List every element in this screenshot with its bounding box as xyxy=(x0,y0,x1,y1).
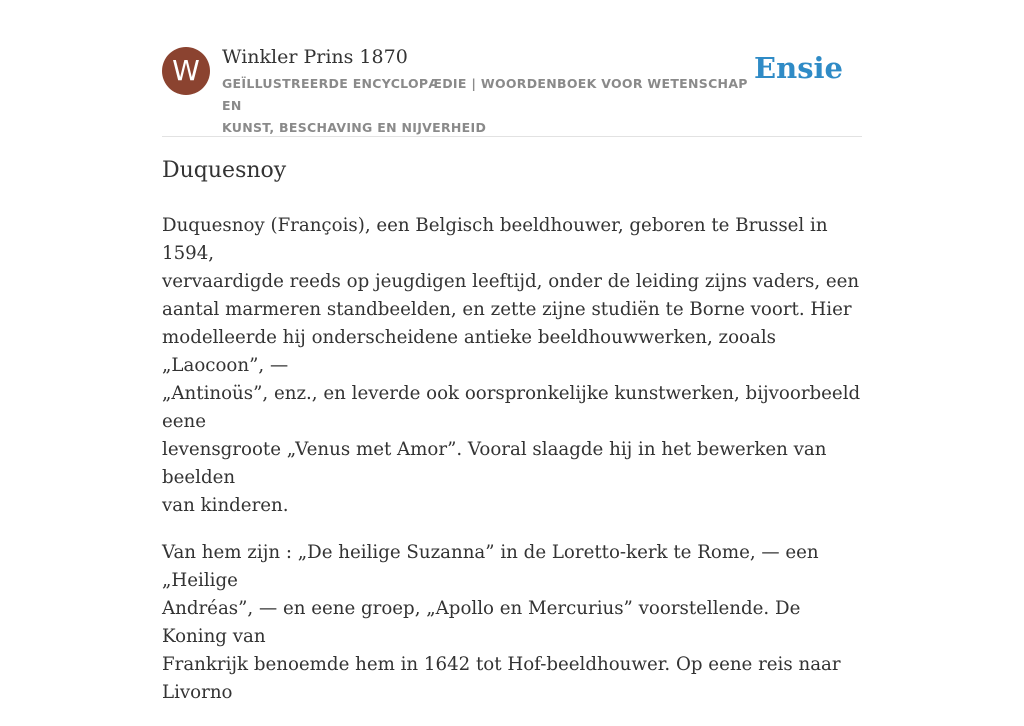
ensie-logo[interactable]: Ensie xyxy=(754,51,843,85)
source-header xyxy=(162,44,862,137)
source-avatar[interactable]: W xyxy=(162,47,210,95)
source-subtitle-line1: GEÏLLUSTREERDE ENCYCLOPÆDIE | WOORDENBOEK VOOR WETENSCHAP EN xyxy=(222,76,748,113)
article-title: Duquesnoy xyxy=(162,158,287,183)
source-subtitle-line2: KUNST, BESCHAVING EN NIJVERHEID xyxy=(222,120,487,135)
source-subtitle xyxy=(222,73,762,139)
article-body xyxy=(162,212,862,726)
article-paragraph-1: Duquesnoy (François), een Belgisch beeldhouwer, geboren te Brussel in 1594, vervaardigde reeds op jeugdigen leeftijd, onder de leiding zijns vaders, een aantal marmeren standbeelden, en zette zijne studiën te Borne voort. Hier modelleerde hij onderscheidene antieke beeldhouwwerken, zooals „Laocoon”, — „Antinoüs”, enz., en leverde ook oorspronkelijke kunstwerken, bijvoorbeeld eene levensgroote „Venus met Amor”. Vooral slaagde hij in het bewerken van beelden van kinderen. xyxy=(162,215,861,516)
article-paragraph-2: Van hem zijn : „De heilige Suzanna” in de Loretto-kerk te Rome, — een „Heilige Andréas”, — en eene groep, „Apollo en Mercurius” voorstellende. De Koning van Frankrijk benoemde hem in 1642 tot Hof-beeldhouwer. Op eene reis naar Livorno xyxy=(162,542,841,703)
source-title[interactable]: Winkler Prins 1870 xyxy=(222,46,408,68)
